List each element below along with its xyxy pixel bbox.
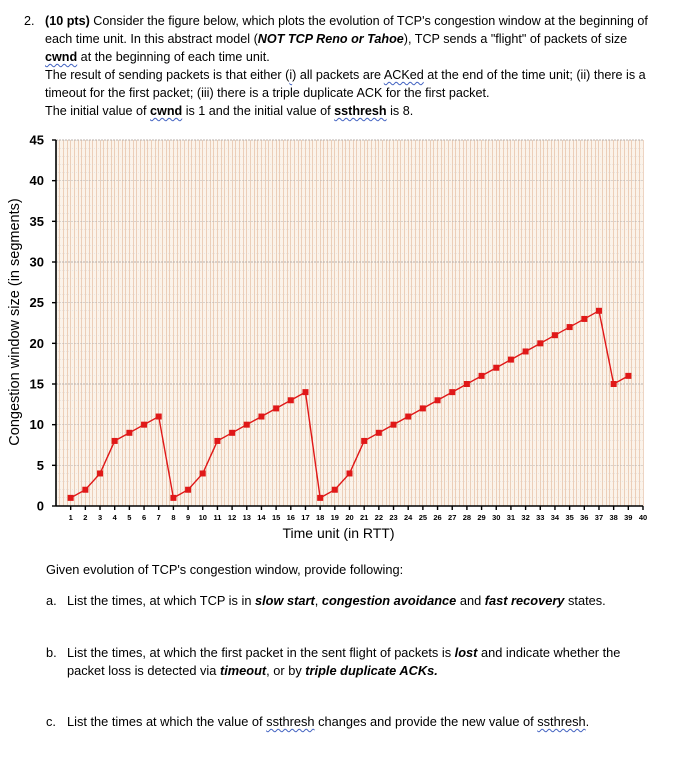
data-point xyxy=(332,487,338,493)
data-point xyxy=(185,487,191,493)
data-point xyxy=(449,389,455,395)
x-axis-label: Time unit (in RTT) xyxy=(282,525,395,541)
data-point xyxy=(347,470,353,476)
text-run: changes and provide the new value of xyxy=(314,714,538,729)
x-tick-label: 24 xyxy=(404,513,413,522)
question-letter: c. xyxy=(46,714,56,729)
text-run: slow start xyxy=(255,593,315,608)
text-run: Consider the figure below, which plots the evolution of TCP's congestion window at the beginning of each time unit. In this abstract model ( xyxy=(45,14,648,46)
x-tick-label: 4 xyxy=(112,513,117,522)
data-point xyxy=(200,470,206,476)
problem-text xyxy=(45,12,654,120)
question-letter: a. xyxy=(46,593,57,608)
text-run: , or by xyxy=(266,663,306,678)
text-run: The initial value of xyxy=(45,104,151,118)
data-point xyxy=(244,422,250,428)
text-run: at the end of the time unit; (ii) there is a timeout for the first packet; (iii) there is a triple duplicate ACK for the first packet. xyxy=(45,68,646,100)
data-point xyxy=(625,373,631,379)
data-point xyxy=(82,487,88,493)
text-run: List the times, at which the first packet in the sent flight of packets is xyxy=(67,645,455,660)
data-point xyxy=(302,389,308,395)
data-point xyxy=(523,348,529,354)
text-run: lost xyxy=(454,645,478,660)
text-run: timeout xyxy=(219,663,267,678)
x-tick-label: 13 xyxy=(242,513,251,522)
text-run: The result of sending packets is that either ( xyxy=(45,68,290,82)
y-tick-label: 5 xyxy=(36,457,44,473)
x-tick-label: 34 xyxy=(550,513,560,522)
data-point xyxy=(493,365,499,371)
data-point xyxy=(361,438,367,444)
data-point xyxy=(479,373,485,379)
text-run: NOT TCP Reno or Tahoe xyxy=(257,32,404,46)
questions-intro: Given evolution of TCP's congestion window, provide following: xyxy=(46,562,404,577)
text-run: i xyxy=(289,68,293,82)
x-tick-label: 7 xyxy=(156,513,161,522)
data-point xyxy=(611,381,617,387)
x-tick-label: 27 xyxy=(448,513,457,522)
text-run: ACKed xyxy=(383,68,424,82)
data-point xyxy=(273,405,279,411)
data-point xyxy=(258,414,264,420)
text-run: ssthresh xyxy=(334,104,387,118)
x-tick-label: 36 xyxy=(580,513,589,522)
data-point xyxy=(552,332,558,338)
data-point xyxy=(420,405,426,411)
data-point xyxy=(391,422,397,428)
x-tick-label: 11 xyxy=(213,513,222,522)
x-tick-label: 1 xyxy=(68,513,73,522)
text-run: and indicate whether the packet loss is detected via xyxy=(67,645,621,678)
text-run: and xyxy=(456,593,485,608)
data-point xyxy=(229,430,235,436)
data-point xyxy=(596,308,602,314)
text-run: List the times at which the value of xyxy=(67,714,267,729)
y-tick-label: 40 xyxy=(29,173,44,189)
text-run: ssthresh xyxy=(266,714,315,729)
text-run: is 1 and the initial value of xyxy=(182,104,335,118)
y-tick-label: 30 xyxy=(29,254,44,270)
x-tick-label: 12 xyxy=(227,513,237,522)
data-point xyxy=(581,316,587,322)
x-tick-label: 30 xyxy=(492,513,501,522)
y-axis-label: Congestion window size (in segments) xyxy=(7,198,23,446)
data-point xyxy=(97,470,103,476)
question-text xyxy=(67,713,656,731)
x-tick-label: 38 xyxy=(609,513,618,522)
text-run: ) all packets are xyxy=(292,68,384,82)
text-run: fast recovery xyxy=(484,593,565,608)
x-tick-label: 17 xyxy=(301,513,310,522)
data-point xyxy=(537,340,543,346)
text-run: congestion avoidance xyxy=(321,593,457,608)
x-tick-label: 39 xyxy=(624,513,633,522)
x-tick-label: 14 xyxy=(257,513,266,522)
question-text xyxy=(67,644,656,680)
text-run: ssthresh xyxy=(537,714,586,729)
data-point xyxy=(126,430,132,436)
chart-svg xyxy=(0,128,677,548)
x-tick-label: 19 xyxy=(330,513,339,522)
data-point xyxy=(317,495,323,501)
text-run: at the beginning of each time unit. xyxy=(77,50,270,64)
data-point xyxy=(435,397,441,403)
x-tick-label: 28 xyxy=(462,513,472,522)
text-run: cwnd xyxy=(45,50,78,64)
x-tick-label: 26 xyxy=(433,513,442,522)
y-tick-label: 20 xyxy=(29,335,44,351)
data-point xyxy=(464,381,470,387)
text-run: triple duplicate ACKs. xyxy=(305,663,438,678)
question-b xyxy=(46,644,656,680)
y-tick-label: 35 xyxy=(29,213,44,229)
question-c xyxy=(46,713,656,731)
cwnd-chart xyxy=(0,128,677,548)
x-tick-label: 40 xyxy=(638,513,648,522)
x-tick-label: 9 xyxy=(185,513,191,522)
text-run: . xyxy=(585,714,590,729)
data-point xyxy=(288,397,294,403)
x-tick-label: 23 xyxy=(389,513,398,522)
y-tick-label: 45 xyxy=(29,132,44,148)
x-tick-label: 37 xyxy=(594,513,604,522)
text-run: , xyxy=(314,593,322,608)
text-run: states. xyxy=(564,593,606,608)
problem-statement xyxy=(24,12,654,120)
x-tick-label: 16 xyxy=(286,513,295,522)
question-text xyxy=(67,592,656,610)
data-point xyxy=(170,495,176,501)
question-letter: b. xyxy=(46,645,57,660)
x-tick-label: 21 xyxy=(360,513,369,522)
text-run: ), TCP sends a "flight" of packets of size xyxy=(403,32,628,46)
y-tick-label: 25 xyxy=(29,295,44,311)
x-tick-label: 35 xyxy=(565,513,574,522)
data-point xyxy=(508,357,514,363)
x-tick-label: 2 xyxy=(83,513,88,522)
problem-points: (10 pts) xyxy=(45,14,90,28)
data-point xyxy=(405,414,411,420)
data-point xyxy=(141,422,147,428)
x-tick-label: 15 xyxy=(271,513,281,522)
x-tick-label: 25 xyxy=(418,513,428,522)
y-tick-label: 10 xyxy=(29,417,44,433)
x-tick-label: 3 xyxy=(97,513,103,522)
problem-number: 2. xyxy=(24,14,35,28)
x-tick-label: 29 xyxy=(477,513,486,522)
x-tick-label: 32 xyxy=(521,513,530,522)
text-run: List the times, at which TCP is in xyxy=(67,593,255,608)
x-tick-label: 6 xyxy=(141,513,147,522)
x-tick-label: 8 xyxy=(171,513,176,522)
x-tick-label: 18 xyxy=(315,513,325,522)
x-tick-label: 20 xyxy=(345,513,354,522)
data-point xyxy=(68,495,74,501)
x-tick-label: 5 xyxy=(127,513,132,522)
data-point xyxy=(156,414,162,420)
data-point xyxy=(567,324,573,330)
data-point xyxy=(376,430,382,436)
data-point xyxy=(112,438,118,444)
y-tick-label: 0 xyxy=(36,498,44,514)
text-run: is 8. xyxy=(386,104,414,118)
question-a xyxy=(46,592,656,610)
x-tick-label: 33 xyxy=(536,513,545,522)
y-tick-label: 15 xyxy=(29,376,44,392)
x-tick-label: 10 xyxy=(198,513,207,522)
text-run: cwnd xyxy=(150,104,183,118)
data-point xyxy=(214,438,220,444)
x-tick-label: 31 xyxy=(506,513,516,522)
x-tick-label: 22 xyxy=(374,513,384,522)
